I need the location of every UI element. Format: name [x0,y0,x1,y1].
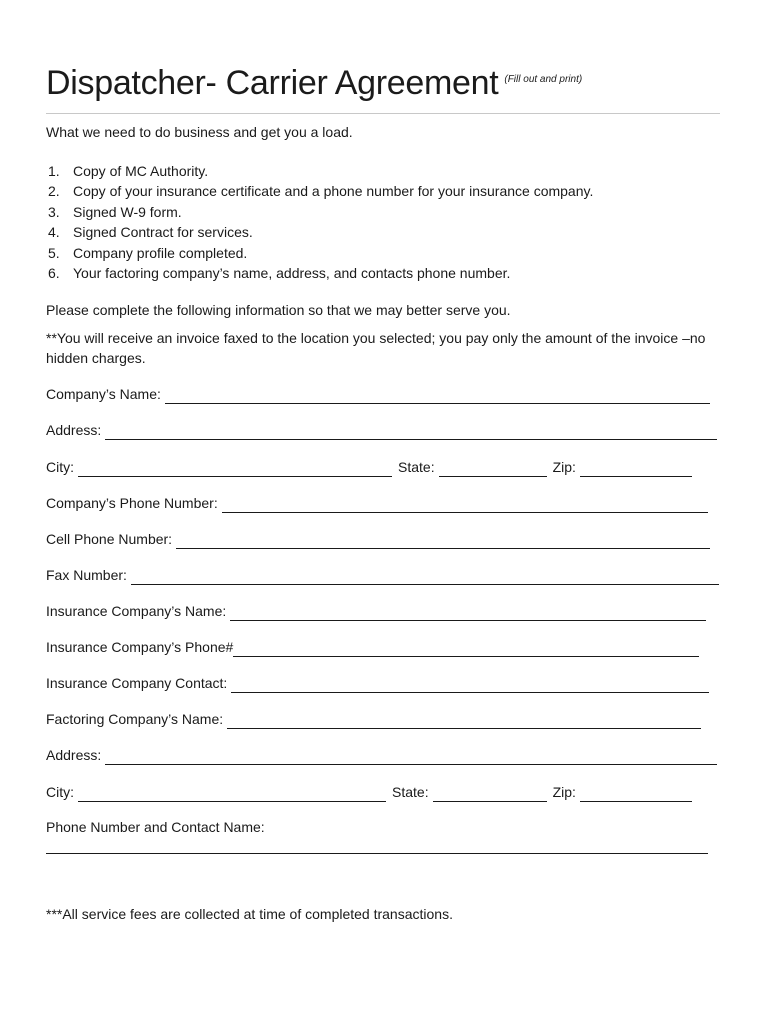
list-text: Company profile completed. [73,244,248,261]
cell-phone-field [46,529,710,549]
cell-phone-input[interactable] [176,532,710,549]
company-name-field [46,384,710,404]
requirements-list [46,161,593,283]
city-label: City: [46,459,74,475]
title-note-text: Fill out and print [507,74,579,85]
insurance-contact-input[interactable] [231,676,709,693]
phone-contact-label: Phone Number and Contact Name: [46,819,265,835]
page-title: Dispatcher- Carrier Agreement [46,64,499,102]
factoring-name-label: Factoring Company’s Name: [46,711,224,727]
list-number: 2. [48,183,60,200]
title-note [504,74,582,85]
insurance-name-label: Insurance Company’s Name: [46,603,227,619]
state-input[interactable] [439,460,547,477]
insurance-phone-input[interactable] [233,640,699,657]
fax-input[interactable] [131,568,719,585]
list-number: 6. [48,265,60,282]
footer-note: ***All service fees are collected at time of completed transactions. [46,906,453,922]
list-number: 1. [48,163,60,179]
city-input[interactable] [78,460,392,477]
company-name-label: Company’s Name: [46,386,161,402]
list-item [46,243,593,263]
list-item [46,181,593,201]
list-number: 5. [48,244,60,261]
factoring-zip-label: Zip: [552,784,576,800]
factoring-city-input[interactable] [78,785,386,802]
factoring-state-input[interactable] [433,785,547,802]
address-label: Address: [46,422,102,438]
insurance-contact-field [46,673,709,693]
factoring-address-field [46,745,717,765]
address-field [46,420,717,440]
address-input[interactable] [105,423,717,440]
state-label: State: [398,459,435,475]
title-row [46,64,582,103]
factoring-name-field [46,709,701,729]
intro-text: What we need to do business and get you a load. [46,124,353,140]
list-number: 4. [48,224,60,241]
title-note-open: ( [504,74,508,85]
factoring-city-label: City: [46,784,74,800]
factoring-name-input[interactable] [227,712,701,729]
zip-label: Zip: [552,459,576,475]
company-phone-label: Company’s Phone Number: [46,495,218,511]
list-item [46,222,593,242]
insurance-phone-field [46,637,699,657]
insurance-name-field [46,601,706,621]
phone-contact-input[interactable] [46,853,708,854]
insurance-name-input[interactable] [230,604,706,621]
insurance-contact-label: Insurance Company Contact: [46,675,228,691]
cell-phone-label: Cell Phone Number: [46,531,173,547]
title-divider [46,113,720,114]
title-note-close: ) [578,74,583,85]
list-item [46,161,593,181]
list-text: Signed Contract for services. [73,224,253,241]
city-state-zip-row [46,457,692,477]
list-text: Copy of your insurance certificate and a phone number for your insurance company. [73,183,594,200]
company-name-input[interactable] [165,387,710,404]
fax-field [46,565,719,585]
fax-label: Fax Number: [46,567,127,583]
list-item [46,202,593,222]
factoring-address-input[interactable] [105,748,717,765]
list-text: Copy of MC Authority. [73,163,209,179]
invoice-note: **You will receive an invoice faxed to the location you selected; you pay only the amount of the invoice –no hidden charges. [46,330,706,366]
factoring-city-state-zip-row [46,782,692,802]
list-item [46,263,593,283]
zip-input[interactable] [580,460,692,477]
factoring-address-label: Address: [46,747,102,763]
company-phone-field [46,493,708,513]
company-phone-input[interactable] [222,496,708,513]
insurance-phone-label: Insurance Company’s Phone# [46,639,234,655]
list-number: 3. [48,203,60,220]
factoring-zip-input[interactable] [580,785,692,802]
list-text: Signed W-9 form. [73,203,182,220]
please-complete-text: Please complete the following information so that we may better serve you. [46,302,511,318]
factoring-state-label: State: [392,784,429,800]
list-text: Your factoring company’s name, address, and contacts phone number. [73,265,511,282]
